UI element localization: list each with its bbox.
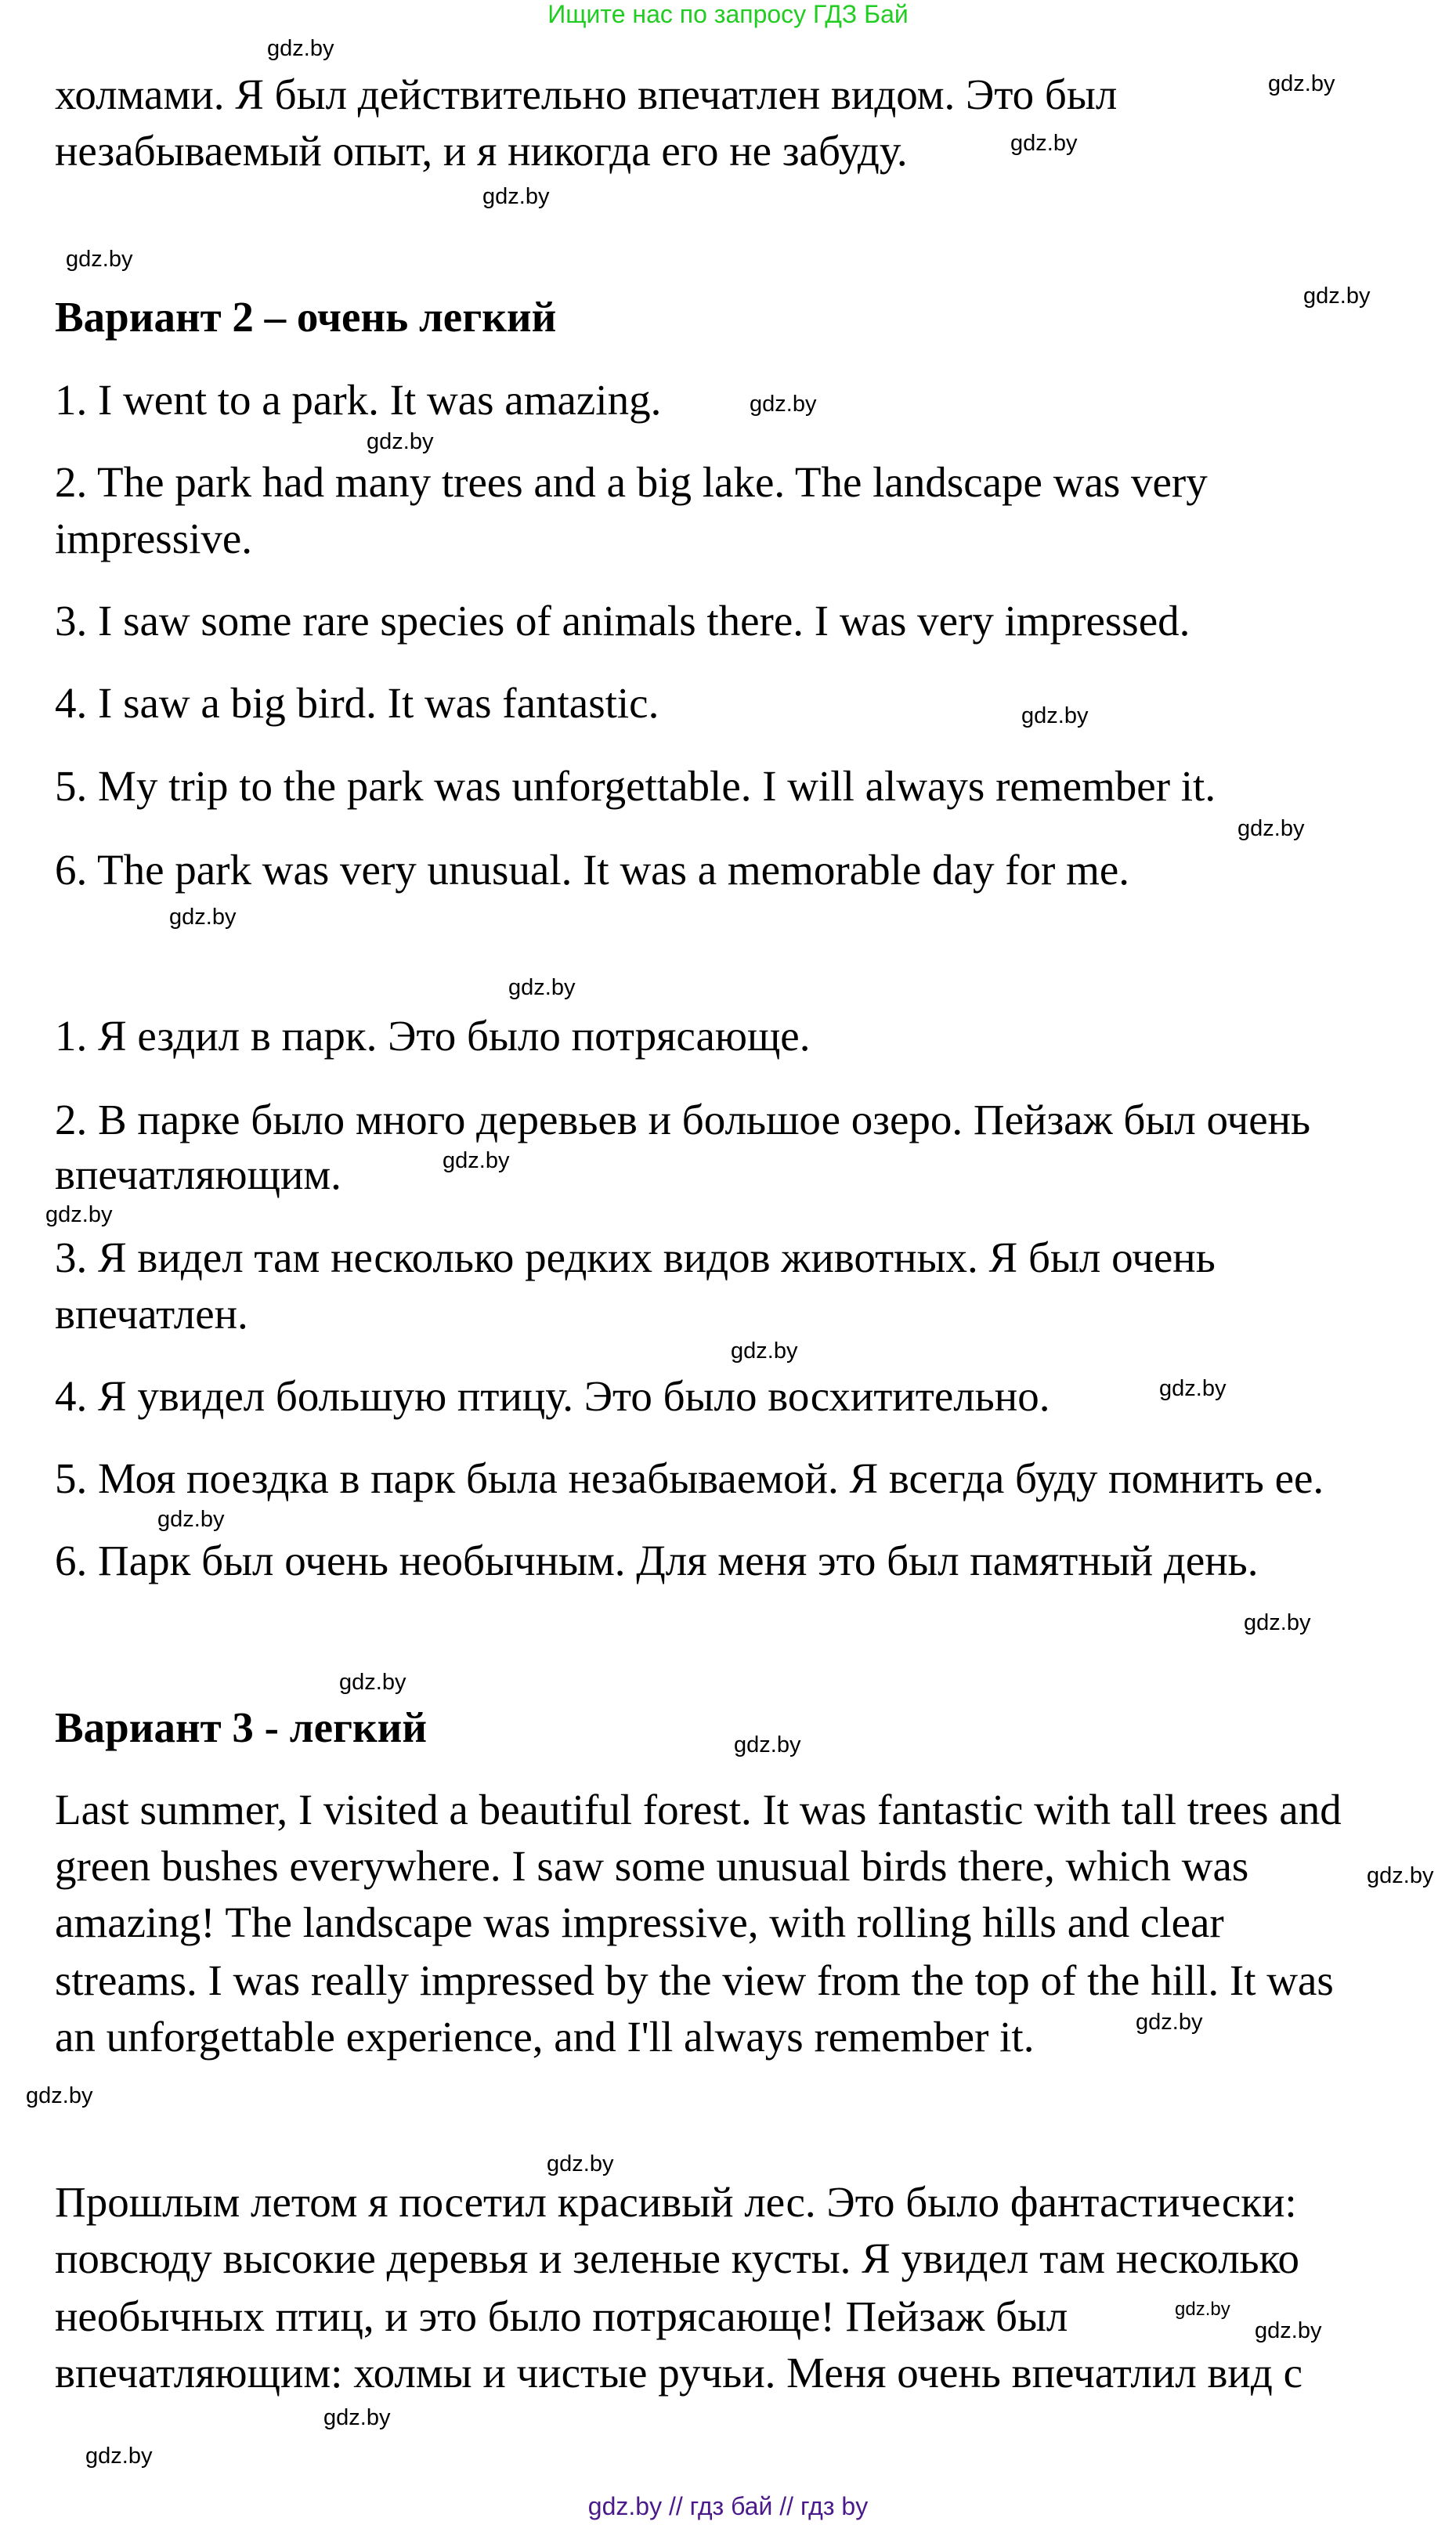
watermark: gdz.by bbox=[547, 2151, 614, 2176]
variant2-russian-line: 3. Я видел там несколько редких видов животных. Я был очень bbox=[55, 1234, 1216, 1281]
watermark: gdz.by bbox=[66, 247, 133, 272]
watermark: gdz.by bbox=[482, 184, 550, 209]
watermark: gdz.by bbox=[85, 2444, 153, 2469]
variant2-english-line: 3. I saw some rare species of animals there. I was very impressed. bbox=[55, 597, 1190, 645]
variant2-english-line: 2. The park had many trees and a big lake. The landscape was very bbox=[55, 458, 1208, 506]
variant2-russian-line: впечатлен. bbox=[55, 1290, 248, 1338]
watermark: gdz.by bbox=[1159, 1376, 1227, 1401]
watermark: gdz.by bbox=[1367, 1863, 1434, 1888]
variant3-english-line: amazing! The landscape was impressive, with rolling hills and clear bbox=[55, 1898, 1224, 1946]
variant2-english-line: impressive. bbox=[55, 515, 253, 562]
variant3-russian-line: необычных птиц, и это было потрясающе! Пейзаж был bbox=[55, 2292, 1068, 2340]
watermark: gdz.by bbox=[508, 975, 576, 1000]
variant3-english-line: green bushes everywhere. I saw some unusual birds there, which was bbox=[55, 1842, 1249, 1890]
variant3-russian-line: впечатляющим: холмы и чистые ручьи. Меня очень впечатлил вид с bbox=[55, 2349, 1303, 2397]
variant2-russian-line: впечатляющим. bbox=[55, 1151, 341, 1198]
watermark: gdz.by bbox=[734, 1732, 801, 1757]
intro-line: незабываемый опыт, и я никогда его не забуду. bbox=[55, 127, 908, 175]
watermark: gdz.by bbox=[169, 905, 237, 930]
watermark: gdz.by bbox=[339, 1670, 406, 1695]
watermark: gdz.by bbox=[1010, 131, 1078, 156]
variant3-russian-line: Прошлым летом я посетил красивый лес. Это было фантастически: bbox=[55, 2178, 1297, 2226]
variant2-english-line: 5. My trip to the park was unforgettable. I will always remember it. bbox=[55, 762, 1216, 810]
watermark: gdz.by bbox=[1255, 2318, 1322, 2343]
variant2-english-line: 6. The park was very unusual. It was a memorable day for me. bbox=[55, 846, 1130, 894]
watermark: gdz.by bbox=[367, 429, 434, 454]
watermark: gdz.by bbox=[1244, 1610, 1311, 1635]
watermark: gdz.by bbox=[26, 2083, 93, 2108]
watermark: gdz.by bbox=[1136, 2010, 1203, 2035]
watermark: gdz.by bbox=[443, 1148, 510, 1173]
watermark: gdz.by bbox=[1303, 284, 1371, 309]
variant2-russian-line: 4. Я увидел большую птицу. Это было восхитительно. bbox=[55, 1372, 1050, 1420]
variant2-english-line: 4. I saw a big bird. It was fantastic. bbox=[55, 679, 659, 727]
variant3-heading: Вариант 3 - легкий bbox=[55, 1703, 428, 1751]
watermark: gdz.by bbox=[1021, 703, 1089, 728]
footer-banner[interactable]: gdz.by // гдз бай // гдз by bbox=[587, 2492, 869, 2520]
watermark: gdz.by bbox=[45, 1202, 113, 1227]
variant2-russian-line: 1. Я ездил в парк. Это было потрясающе. bbox=[55, 1012, 811, 1060]
variant3-english-line: an unforgettable experience, and I'll always remember it. bbox=[55, 2013, 1035, 2061]
variant3-english-line: Last summer, I visited a beautiful forest. It was fantastic with tall trees and bbox=[55, 1786, 1342, 1833]
watermark: gdz.by bbox=[1175, 2299, 1230, 2320]
variant2-heading: Вариант 2 – очень легкий bbox=[55, 293, 557, 341]
watermark: gdz.by bbox=[750, 392, 817, 417]
watermark: gdz.by bbox=[731, 1338, 798, 1364]
variant3-english-line: streams. I was really impressed by the view from the top of the hill. It was bbox=[55, 1956, 1334, 2004]
variant2-english-line: 1. I went to a park. It was amazing. bbox=[55, 376, 662, 424]
watermark: gdz.by bbox=[1268, 71, 1335, 96]
intro-line: холмами. Я был действительно впечатлен видом. Это был bbox=[55, 70, 1118, 118]
variant2-russian-line: 5. Моя поездка в парк была незабываемой. Я всегда буду помнить ее. bbox=[55, 1454, 1324, 1502]
watermark: gdz.by bbox=[157, 1507, 225, 1532]
watermark: gdz.by bbox=[267, 36, 334, 61]
header-banner[interactable]: Ищите нас по запросу ГДЗ Бай bbox=[547, 0, 909, 28]
variant2-russian-line: 2. В парке было много деревьев и большое озеро. Пейзаж был очень bbox=[55, 1096, 1311, 1143]
variant3-russian-line: повсюду высокие деревья и зеленые кусты. Я увидел там несколько bbox=[55, 2234, 1300, 2282]
variant2-russian-line: 6. Парк был очень необычным. Для меня это был памятный день. bbox=[55, 1537, 1259, 1584]
watermark: gdz.by bbox=[323, 2405, 391, 2430]
watermark: gdz.by bbox=[1237, 816, 1305, 841]
